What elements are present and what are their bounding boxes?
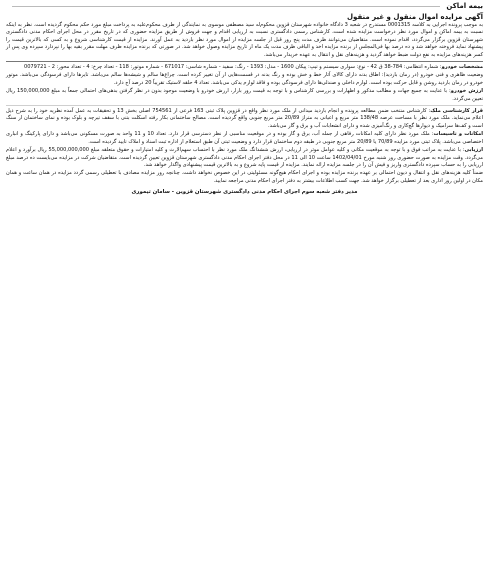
property-text: کارشناس منتخب ضمن مطالعه پرونده و انجام بازدید میدانی از ملک مورد نظر واقع در قزوین پلاک ثبتی 163 فرعی از 754561 اصلی بخش 13 و تحقیقات به عمل آمده نظریه خود را به شرح ذیل اعلام می‌نماید. ملک مورد نظر با مساحت عرصه 138/48 متر مربع و اعیانی به متراژ 20/89 متر مربع جنوبی واقع گردیده است. مصالح ساختمانی بکار رفته اسکلت بتنی با سقف تیرچه و بلوک بوده و نمای ساختمان از سنگ است و کف‌ها سرامیک و دیوارها گچ‌کاری و رنگ‌آمیزی شده و دارای انشعابات آب و برق و گاز می‌باشد. (6, 108, 483, 129)
facilities-paragraph: امکانات و تاسیسات: ملک مورد نظر دارای کلیه امکانات رفاهی از جمله آب، برق و گاز بوده و در موقعیت مناسبی از نظر دسترسی قرار دارد. تعداد 10 و 11 واحد به صورت مسکونی می‌باشد و دارای پارکینگ و انباری اختصاصی می‌باشد. پلاک ثبتی مورد مزایده 70/89 یا 20/89 متر مربع جنوبی در طبقه دوم ساختمان قرار دارد و وضعیت ثبتی آن طبق استعلام از اداره ثبت اسناد و املاک تایید گردیده است. (6, 131, 483, 145)
property-paragraph: قرار کارشناسی ملک: کارشناس منتخب ضمن مطالعه پرونده و انجام بازدید میدانی از ملک مورد نظر واقع در قزوین پلاک ثبتی 163 فرعی از 754561 اصلی بخش 13 و تحقیقات به عمل آمده نظریه خود را به شرح ذیل اعلام می‌نماید. ملک مورد نظر با مساحت عرصه 138/48 متر مربع و اعیانی به متراژ 20/89 متر مربع جنوبی واقع گردیده است. مصالح ساختمانی بکار رفته اسکلت بتنی با سقف تیرچه و بلوک بوده و نمای ساختمان از سنگ است و کف‌ها سرامیک و دیوارها گچ‌کاری و رنگ‌آمیزی شده و دارای انشعابات آب و برق و گاز می‌باشد. (6, 108, 484, 129)
section-divider (6, 105, 483, 106)
intro-paragraph: به موجب پرونده اجرایی به کلاسه 0001315 مستدرج در شعبه 3 دادگاه خانواده شهرستان قزوین محکوم‌له سید مصطفی موسوی به نمایندگی از طرف محکوم‌علیه به پرداخت مبلغ مورد حکم محکوم گردیده است. نظر به اینکه نسبت به بیمه اماکن و اموال مورد نظر درخواست مزایده شده است، کارشناس رسمی دادگستری نسبت به ارزیابی اقدام و جهت فروش از طریق مزایده حضوری که در تاریخ مقرر در محل اجرای احکام مدنی دادگستری شهرستان قزوین برگزار می‌گردد، اقدام نموده است. متقاضیان می‌توانند ظرف مدت پنج روز قبل از جلسه مزایده از اموال مورد نظر بازدید به عمل آورند. مزایده از قیمت کارشناسی شروع و به کسی که بالاترین قیمت را پیشنهاد نماید فروخته خواهد شد و ده درصد بها فی‌المجلس از برنده مزایده اخذ و الباقی ظرف مدت یک ماه از تاریخ مزایده وصول خواهد شد. در صورتی که برنده مزایده ظرف مهلت مقرر بقیه بها را نپردازد سپرده وی پس از کسر هزینه‌های مزایده به نفع دولت ضبط خواهد گردید و هزینه‌های نقل و انتقال به عهده خریدار می‌باشد. (6, 22, 484, 58)
facilities-heading: امکانات و تاسیسات (433, 131, 483, 138)
facilities-text: ملک مورد نظر دارای کلیه امکانات رفاهی از جمله آب، برق و گاز بوده و در موقعیت مناسبی از نظر دسترسی قرار دارد. تعداد 10 و 11 واحد به صورت مسکونی می‌باشد و دارای پارکینگ و انباری اختصاصی می‌باشد. پلاک ثبتی مورد مزایده 70/89 یا 20/89 متر مربع جنوبی در طبقه دوم ساختمان قرار دارد و وضعیت ثبتی آن طبق استعلام از اداره ثبت اسناد و املاک تایید گردیده است. (6, 131, 483, 145)
property-heading: قرار کارشناسی ملک (430, 108, 484, 115)
price-paragraph: ارزش خودرو: با عنایت به جمیع جهات و مطالب مذکور و اظهارات و بررسی کارشناس و با توجه به قیمت روز بازار، ارزش خودرو با وضعیت موجود بدون در نظر گرفتن بدهی‌های احتمالی جمعاً به مبلغ 150,000,000 ریال تعیین می‌گردد. (6, 88, 483, 102)
valuation-heading: ارزیابی (464, 147, 483, 154)
valuation-text: با عنایت به مراتب فوق و با توجه به موقعیت مکانی و کلیه عوامل موثر در ارزیابی، ارزش ششدانگ ملک مورد نظر با احتساب سهم‌الارث و کلیه امتیازات و حقوق متعلقه مبلغ 55,000,000,000 ریال برآورد و اعلام می‌گردد. وقت مزایده به صورت حضوری روز شنبه مورخ 1402/04/01 ساعت 10 الی 11 در محل دفتر اجرای احکام مدنی دادگستری شهرستان قزوین تعیین گردیده است. متقاضیان شرکت در مزایده می‌بایست ده درصد مبلغ ارزیابی را به حساب سپرده دادگستری واریز و فیش آن را در جلسه مزایده ارائه نمایند. مزایده از قیمت پایه شروع و به بالاترین قیمت پیشنهادی واگذار خواهد شد. (6, 147, 483, 168)
vehicle-spec-text: شماره انتظامی: 784-38 ق 42 - نوع: سواری سیستم و تیپ: پیکان 1600 - مدل: 1393 - رنگ: سفید - شماره شاسی: 671017 - شماره موتور: 118 - تعداد چرخ: 4 - تعداد محور: 2 - 0079721 (23, 64, 439, 71)
section-divider (6, 61, 483, 62)
page-header (6, 2, 483, 11)
category-label: بیمه اماکن (446, 2, 483, 10)
header-divider (12, 6, 440, 7)
signature-line: مدیر دفتر شعبه سوم اجرای احکام مدنی دادگستری شهرستان قزوین - سامان تیموری (131, 189, 358, 196)
vehicle-heading: مشخصات خودرو (441, 64, 483, 71)
notes-paragraph: ضمناً کلیه هزینه‌های نقل و انتقال و دیون احتمالی بر عهده برنده مزایده بوده و اجرای احکام هیچ‌گونه مسئولیتی در این خصوص نخواهد داشت. چنانچه روز مزایده مصادف با تعطیلی رسمی گردد مزایده در همان ساعت و همان مکان در اولین روز اداری بعد از تعطیلی برگزار خواهد شد. جهت کسب اطلاعات بیشتر به دفتر اجرای احکام مدنی مراجعه نمایید. (6, 170, 483, 184)
valuation-paragraph: ارزیابی: با عنایت به مراتب فوق و با توجه به موقعیت مکانی و کلیه عوامل موثر در ارزیابی، ارزش ششدانگ ملک مورد نظر با احتساب سهم‌الارث و کلیه امتیازات و حقوق متعلقه مبلغ 55,000,000,000 ریال برآورد و اعلام می‌گردد. وقت مزایده به صورت حضوری روز شنبه مورخ 1402/04/01 ساعت 10 الی 11 در محل دفتر اجرای احکام مدنی دادگستری شهرستان قزوین تعیین گردیده است. متقاضیان شرکت در مزایده می‌بایست ده درصد مبلغ ارزیابی را به حساب سپرده دادگستری واریز و فیش آن را در جلسه مزایده ارائه نمایند. مزایده از قیمت پایه شروع و به بالاترین قیمت پیشنهادی واگذار خواهد شد. (6, 147, 483, 168)
price-text: با عنایت به جمیع جهات و مطالب مذکور و اظهارات و بررسی کارشناس و با توجه به قیمت روز بازار، ارزش خودرو با وضعیت موجود بدون در نظر گرفتن بدهی‌های احتمالی جمعاً به مبلغ 150,000,000 ریال تعیین می‌گردد. (6, 88, 483, 102)
ad-title: آگهی مزایده اموال منقول و غیر منقول (346, 13, 483, 21)
vehicle-spec-row: مشخصات خودرو: شماره انتظامی: 784-38 ق 42 - نوع: سواری سیستم و تیپ: پیکان 1600 - مدل: 1393 - رنگ: سفید - شماره شاسی: 671017 - شماره موتور: 118 - تعداد چرخ: 4 - تعداد محور: 2 - 0079721 (23, 64, 483, 71)
vehicle-summary: وضعیت ظاهری و فنی خودرو (در زمان بازدید): اطاق بدنه دارای کالای آثار خط و خش بوده و رنگ بدنه در قسمت‌هایی از آن تغییر کرده است. چراغ‌ها سالم و شیشه‌ها سالم می‌باشد. تایرها دارای فرسودگی می‌باشد. موتور خودرو در زمان بازدید روشن و قابل حرکت بوده است. لوازم داخلی و صندلی‌ها دارای فرسودگی بوده و فاقد لوازم یدکی می‌باشد. تعداد 4 حلقه لاستیک تقریباً 20 درصد آج دارد. (6, 72, 483, 86)
price-heading: ارزش خودرو (450, 88, 483, 95)
